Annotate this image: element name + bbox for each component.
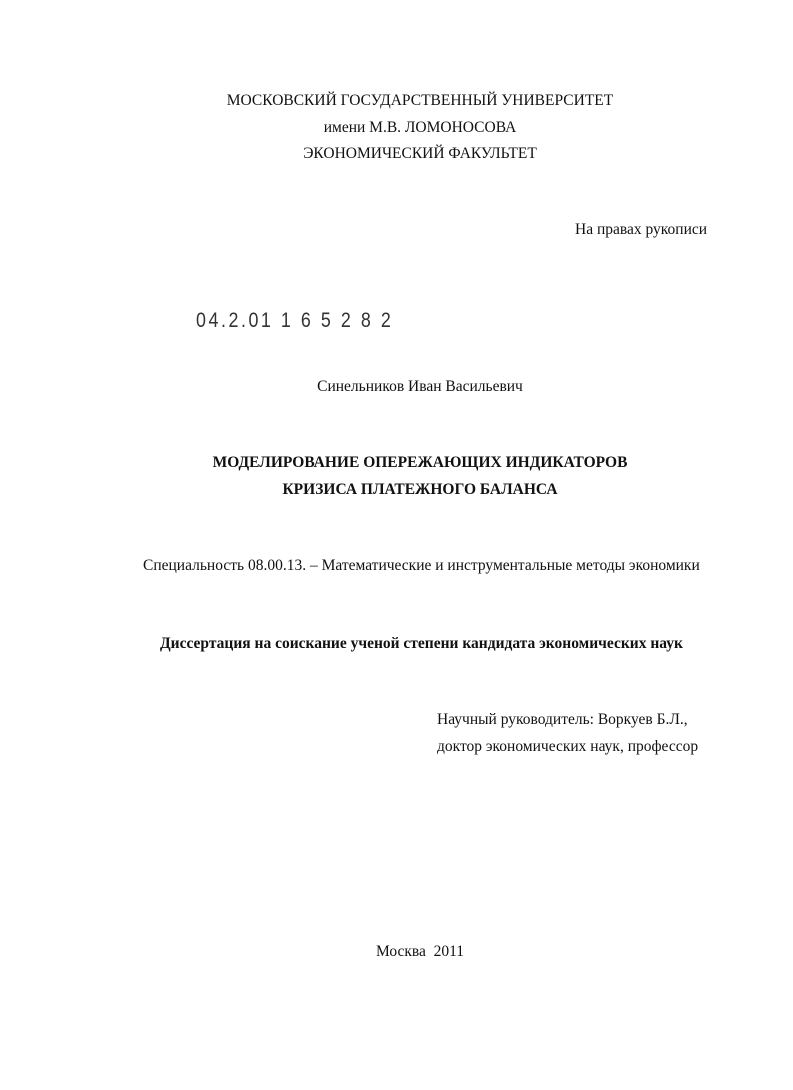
faculty-name: ЭКОНОМИЧЕСКИЙ ФАКУЛЬТЕТ xyxy=(303,145,537,162)
specialty: Специальность 08.00.13. – Математические и инструментальные методы экономики xyxy=(143,557,700,574)
city-year: Москва 2011 xyxy=(375,943,465,960)
university-named-after: имени М.В. ЛОМОНОСОВА xyxy=(323,119,517,136)
degree-statement: Диссертация на соискание ученой степени кандидата экономических наук xyxy=(160,635,683,652)
advisor-line1: Научный руководитель: Воркуев Б.Л., xyxy=(437,711,688,728)
dissertation-title-line2: КРИЗИСА ПЛАТЕЖНОГО БАЛАНСА xyxy=(282,481,558,498)
university-name: МОСКОВСКИЙ ГОСУДАРСТВЕННЫЙ УНИВЕРСИТЕТ xyxy=(226,92,614,109)
author-name: Синельников Иван Васильевич xyxy=(317,378,523,395)
dissertation-title-line1: МОДЕЛИРОВАНИЕ ОПЕРЕЖАЮЩИХ ИНДИКАТОРОВ xyxy=(212,454,628,471)
manuscript-note: На правах рукописи xyxy=(575,221,708,238)
advisor-line2: доктор экономических наук, профессор xyxy=(437,738,699,755)
archive-stamp-number: 04.2.01 1 6 5 2 8 2 xyxy=(196,309,394,332)
